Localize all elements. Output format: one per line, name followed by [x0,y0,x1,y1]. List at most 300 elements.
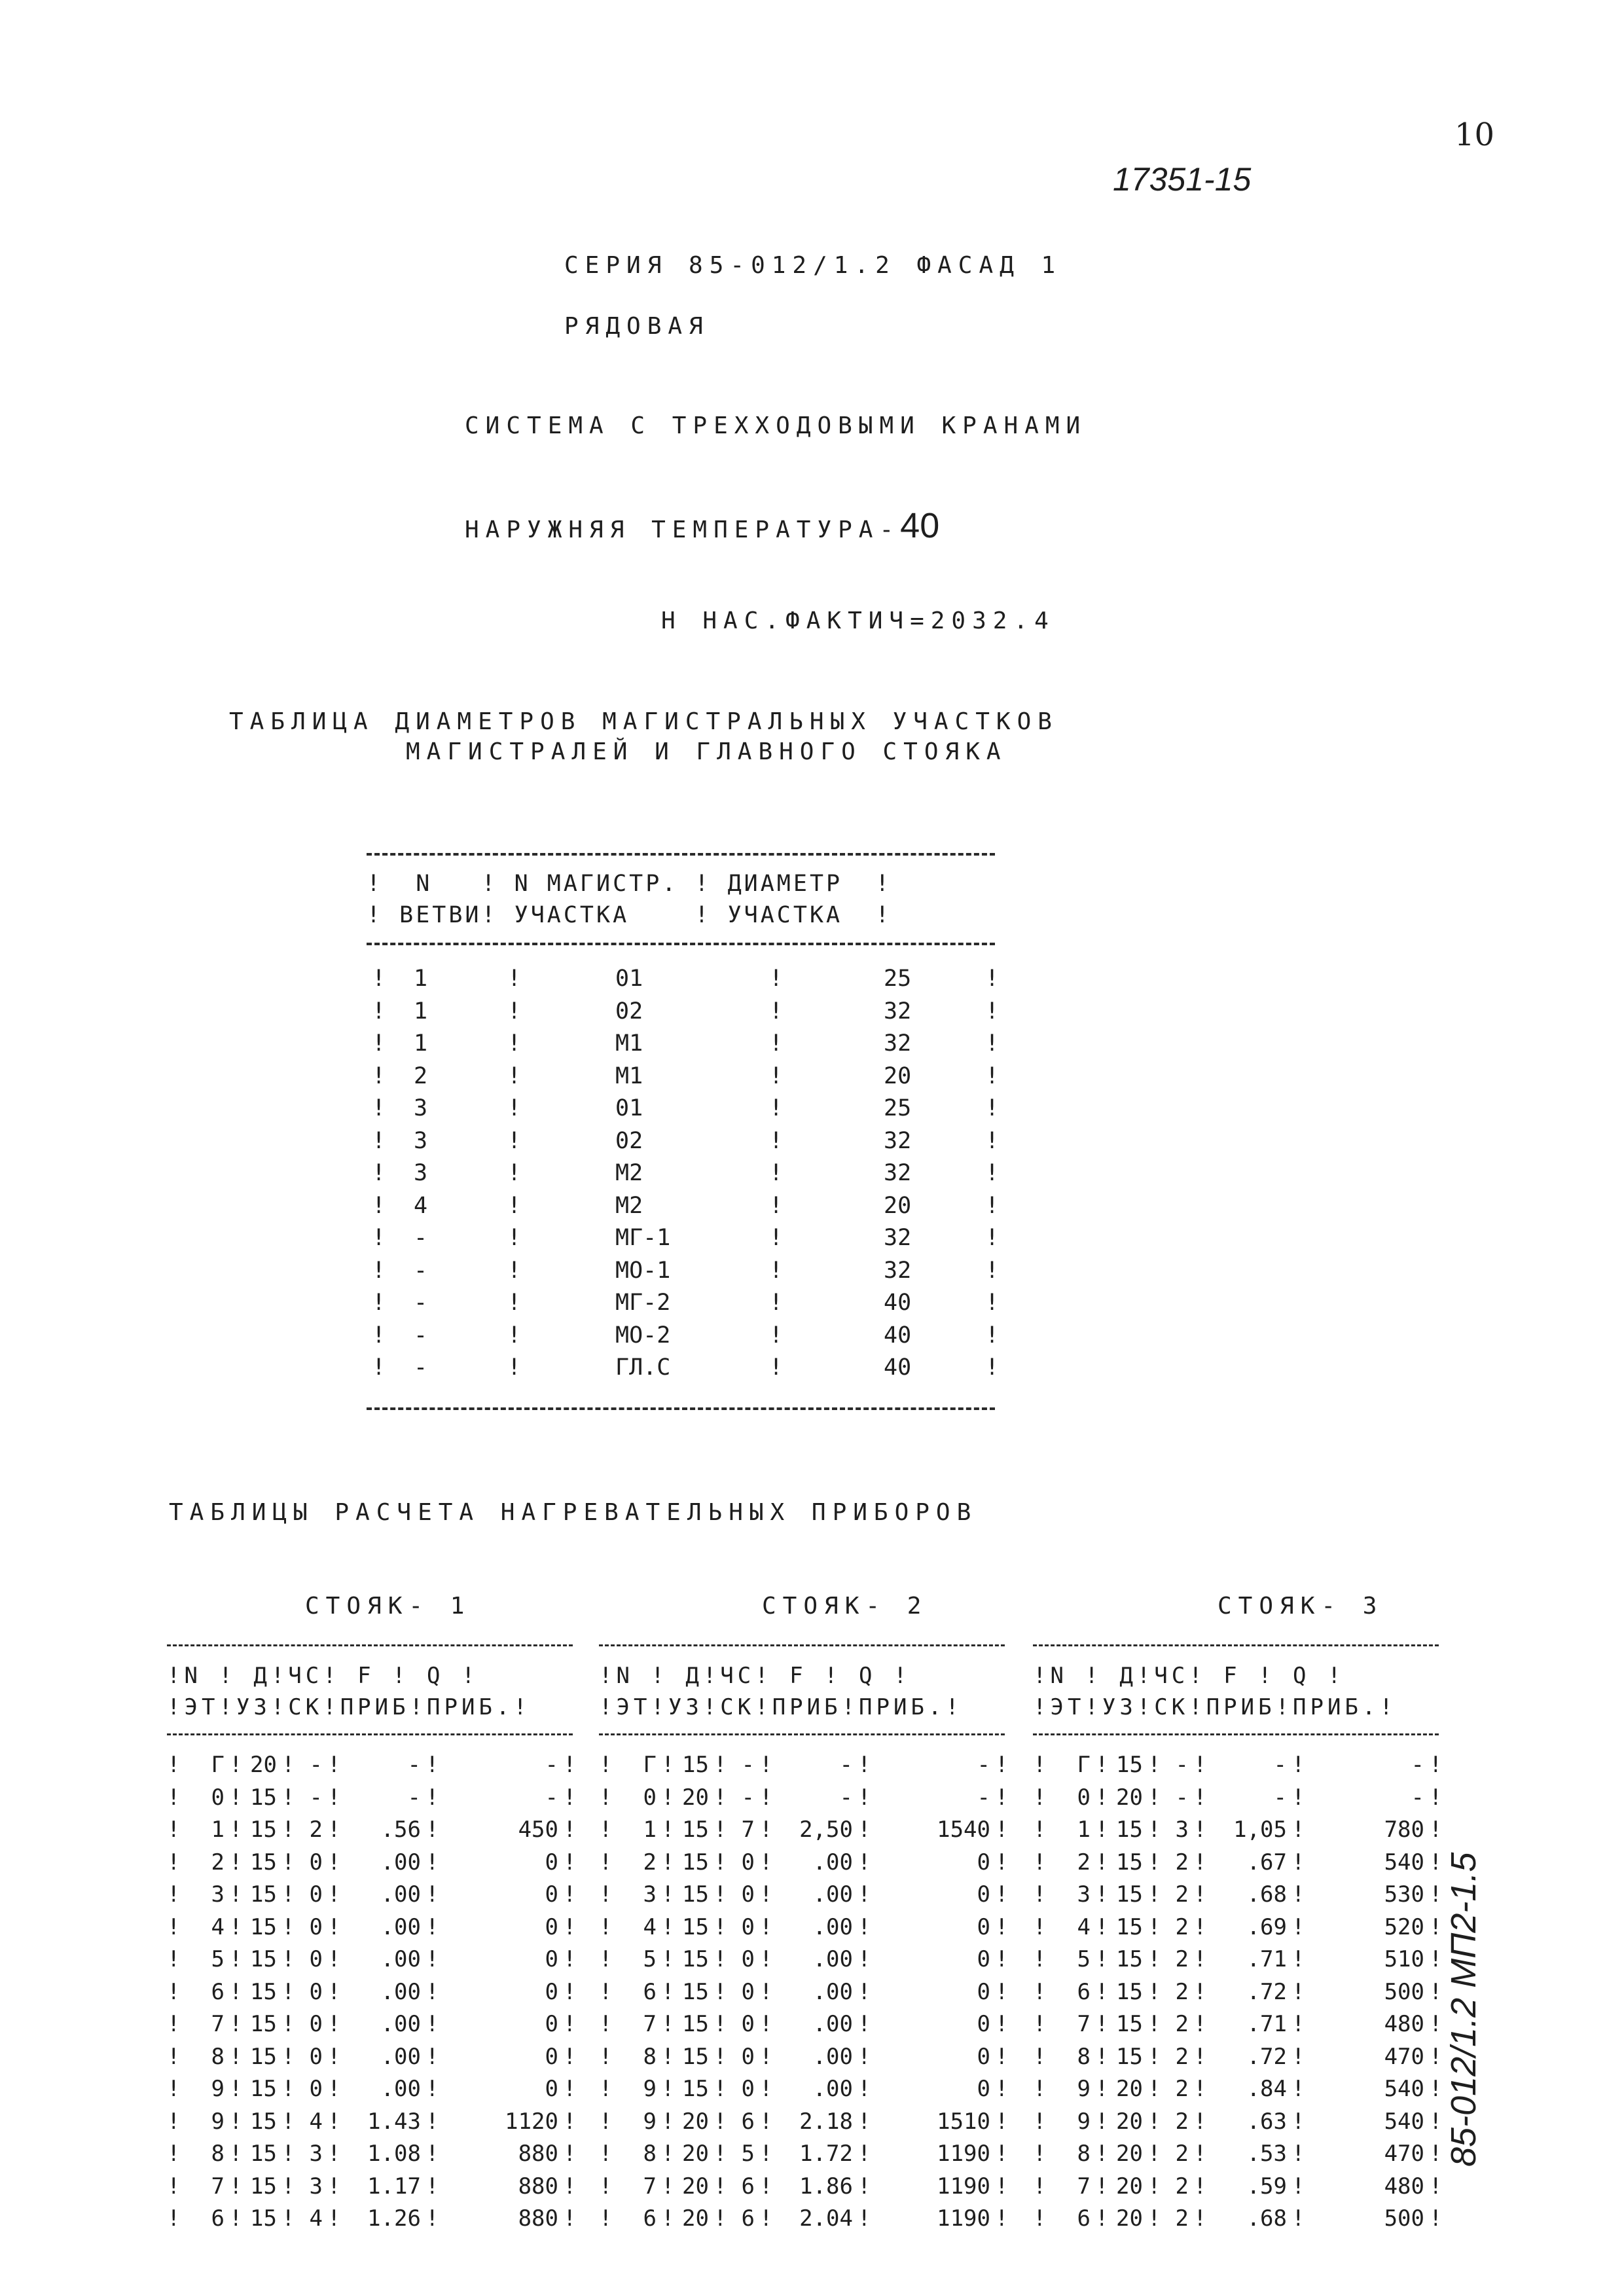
column-separator: ! [1095,2173,1109,2200]
column-separator: ! [281,1784,295,1811]
column-separator: ! [1147,2108,1161,2135]
column-separator: ! [1429,1817,1443,1843]
column-separator: ! [425,2076,439,2102]
column-separator: ! [661,1849,675,1875]
table-rule [167,1733,573,1735]
cell-value: .00 [380,1913,421,1940]
cell-value: 25 [884,1095,912,1121]
column-separator: ! [281,1881,295,1908]
cell-value: - [414,1225,428,1251]
cell-value: 20 [682,2141,709,2167]
cell-value: 2 [1175,1849,1189,1875]
cell-value: 880 [518,2205,558,2232]
table-row [1033,1946,1443,1979]
cell-value: МО-2 [615,1322,671,1349]
table-row [599,2205,1009,2238]
table-row [599,1978,1009,2012]
cell-value: 5 [1077,1946,1091,1972]
table-row [167,1784,577,1817]
column-separator: ! [1147,2076,1161,2102]
cell-value: 0 [309,1849,323,1875]
column-separator: ! [1291,1978,1305,2005]
column-separator: ! [281,1978,295,2005]
table-row [599,2076,1009,2109]
column-separator: ! [857,1978,871,2005]
cell-value: 0 [309,1913,323,1940]
column-separator: ! [425,1849,439,1875]
cell-value: 15 [682,1752,709,1778]
column-separator: ! [1033,1913,1047,1940]
column-separator: ! [1147,2141,1161,2167]
column-separator: ! [1429,1913,1443,1940]
column-separator: ! [563,1946,577,1972]
column-separator: ! [1429,2108,1443,2135]
cell-value: 0 [741,1978,755,2005]
cell-value: 1190 [937,2205,990,2232]
heaters-table-title: ТАБЛИЦЫ РАСЧЕТА НАГРЕВАТЕЛЬНЫХ ПРИБОРОВ [169,1499,978,1526]
column-separator: ! [599,2205,613,2232]
column-separator: ! [327,2108,341,2135]
cell-value: 15 [250,1784,277,1811]
column-separator: ! [985,1095,1000,1121]
column-separator: ! [1429,2076,1443,2102]
column-separator: ! [281,1913,295,1940]
column-separator: ! [599,2043,613,2070]
cell-value: 02 [615,1127,643,1154]
column-separator: ! [599,1784,613,1811]
column-separator: ! [425,1881,439,1908]
column-separator: ! [995,1946,1009,1972]
column-separator: ! [1291,2076,1305,2102]
cell-value: 6 [643,1978,657,2005]
cell-value: М1 [615,1030,643,1057]
column-separator: ! [599,1881,613,1908]
table-row [599,1849,1009,1882]
cell-value: 15 [1116,1849,1143,1875]
column-separator: ! [167,2043,181,2070]
column-separator: ! [661,2173,675,2200]
column-separator: ! [563,1881,577,1908]
column-separator: ! [372,1160,386,1186]
cell-value: 7 [643,2011,657,2037]
table-row [367,1322,1000,1354]
column-separator: ! [661,2076,675,2102]
column-separator: ! [563,2011,577,2037]
table-row [367,1095,1000,1127]
cell-value: 15 [250,2108,277,2135]
table-row [367,1354,1000,1386]
column-separator: ! [1429,1881,1443,1908]
cell-value: 9 [211,2108,225,2135]
cell-value: - [1411,1784,1424,1811]
column-separator: ! [507,1192,522,1219]
column-separator: ! [229,1978,243,2005]
cell-value: - [1273,1784,1287,1811]
cell-value: - [414,1354,428,1381]
column-separator: ! [425,2108,439,2135]
cell-value: - [741,1784,755,1811]
cell-value: 0 [545,2043,558,2070]
column-separator: ! [563,1913,577,1940]
cell-value: 6 [1077,2205,1091,2232]
column-separator: ! [1147,1881,1161,1908]
cell-value: 1.43 [367,2108,421,2135]
cell-value: 8 [643,2141,657,2167]
cell-value: 3 [1077,1881,1091,1908]
column-separator: ! [167,1881,181,1908]
diameter-header-line2: ! ВЕТВИ! УЧАСТКА ! УЧАСТКА ! [367,902,892,928]
cell-value: 3 [1175,1817,1189,1843]
cell-value: 20 [1116,2205,1143,2232]
column-separator: ! [599,2076,613,2102]
column-separator: ! [713,2108,727,2135]
column-separator: ! [1033,1752,1047,1778]
table-row [167,2011,577,2044]
column-separator: ! [281,2011,295,2037]
cell-value: - [1411,1752,1424,1778]
column-separator: ! [995,2173,1009,2200]
column-separator: ! [372,1062,386,1089]
column-separator: ! [599,1978,613,2005]
column-separator: ! [1429,1946,1443,1972]
column-separator: ! [563,2108,577,2135]
cell-value: 0 [977,2011,990,2037]
cell-value: 500 [1384,1978,1424,2005]
cell-value: 15 [250,1849,277,1875]
column-separator: ! [1095,1913,1109,1940]
column-separator: ! [327,1784,341,1811]
column-separator: ! [229,1913,243,1940]
cell-value: 15 [250,2141,277,2167]
cell-value: 6 [741,2173,755,2200]
column-separator: ! [507,1127,522,1154]
building-type: РЯДОВАЯ [564,313,710,340]
column-separator: ! [1193,1946,1207,1972]
column-separator: ! [1429,1784,1443,1811]
table-row [1033,2108,1443,2141]
cell-value: 880 [518,2141,558,2167]
table-rule [599,1733,1005,1735]
table-row [1033,1913,1443,1947]
header-spacer [1033,1726,1439,1752]
column-separator: ! [1193,1752,1207,1778]
cell-value: 15 [250,1817,277,1843]
column-separator: ! [281,2076,295,2102]
column-separator: ! [167,1913,181,1940]
column-separator: ! [1147,2205,1161,2232]
cell-value: МГ-2 [615,1290,671,1316]
column-separator: ! [1429,2173,1443,2200]
table-row [1033,2043,1443,2076]
cell-value: 20 [1116,2108,1143,2135]
column-separator: ! [563,2076,577,2102]
page-number: 10 [1454,117,1495,153]
column-separator: ! [713,1752,727,1778]
column-separator: ! [1193,2108,1207,2135]
cell-value: Г [643,1752,657,1778]
cell-value: 0 [977,1978,990,2005]
column-separator: ! [507,1290,522,1316]
column-separator: ! [425,2043,439,2070]
column-separator: ! [1147,1913,1161,1940]
column-separator: ! [599,1913,613,1940]
table-row [367,1192,1000,1224]
cell-value: 7 [211,2173,225,2200]
column-separator: ! [985,998,1000,1024]
column-separator: ! [713,1817,727,1843]
cell-value: - [414,1257,428,1284]
column-separator: ! [1147,1849,1161,1875]
table-row [167,1881,577,1914]
cell-value: 9 [1077,2108,1091,2135]
cell-value: 1 [414,966,428,992]
column-separator: ! [985,1290,1000,1316]
table-row [167,1752,577,1784]
riser-header-line2: !ЭТ!УЗ!СК!ПРИБ!ПРИБ.! [599,1694,963,1720]
column-separator: ! [563,2205,577,2232]
column-separator: ! [167,2173,181,2200]
cell-value: 450 [518,1817,558,1843]
series-heading: СЕРИЯ 85-012/1.2 ФАСАД 1 [564,252,1062,279]
column-separator: ! [327,1978,341,2005]
cell-value: 15 [1116,2043,1143,2070]
table-row [367,1225,1000,1256]
cell-value: .63 [1246,2108,1287,2135]
cell-value: 0 [211,1784,225,1811]
column-separator: ! [327,1881,341,1908]
table-row [367,1290,1000,1321]
riser-2-title: СТОЯК- 2 [762,1593,928,1620]
column-separator: ! [857,2173,871,2200]
column-separator: ! [327,1946,341,1972]
cell-value: 15 [250,2043,277,2070]
column-separator: ! [857,1881,871,1908]
column-separator: ! [1147,2043,1161,2070]
column-separator: ! [713,2141,727,2167]
cell-value: 0 [545,2011,558,2037]
column-separator: ! [1291,2141,1305,2167]
cell-value: 8 [211,2043,225,2070]
cell-value: - [545,1784,558,1811]
cell-value: 0 [309,2011,323,2037]
cell-value: 40 [884,1354,912,1381]
cell-value: 0 [741,2043,755,2070]
column-separator: ! [372,1290,386,1316]
cell-value: 4 [211,1913,225,1940]
column-separator: ! [661,2108,675,2135]
column-separator: ! [372,1225,386,1251]
column-separator: ! [985,1192,1000,1219]
cell-value: - [407,1752,421,1778]
cell-value: 3 [414,1095,428,1121]
cell-value: 7 [1077,2173,1091,2200]
cell-value: 2 [1175,2173,1189,2200]
column-separator: ! [599,1817,613,1843]
cell-value: МО-1 [615,1257,671,1284]
cell-value: 15 [250,1913,277,1940]
cell-value: 4 [414,1192,428,1219]
riser-1-table [167,1663,577,2238]
table-row [1033,2076,1443,2109]
column-separator: ! [1193,2076,1207,2102]
column-separator: ! [281,2108,295,2135]
column-separator: ! [1095,1752,1109,1778]
column-separator: ! [1033,2108,1047,2135]
column-separator: ! [167,2141,181,2167]
column-separator: ! [857,1849,871,1875]
table-row [599,1784,1009,1817]
column-separator: ! [229,2076,243,2102]
cell-value: 0 [545,1881,558,1908]
column-separator: ! [857,2076,871,2102]
cell-value: .00 [812,1978,853,2005]
table-row [367,1160,1000,1191]
cell-value: 0 [309,1881,323,1908]
column-separator: ! [713,2076,727,2102]
column-separator: ! [563,1817,577,1843]
column-separator: ! [1033,2011,1047,2037]
side-stamp: 85-012/1.2 МП2-1.5 [1444,1852,1483,2167]
cell-value: 540 [1384,1849,1424,1875]
column-separator: ! [599,2108,613,2135]
column-separator: ! [759,1881,773,1908]
column-separator: ! [769,1257,784,1284]
column-separator: ! [229,2011,243,2037]
cell-value: М2 [615,1160,643,1186]
cell-value: .72 [1246,2043,1287,2070]
column-separator: ! [1095,2108,1109,2135]
column-separator: ! [507,998,522,1024]
cell-value: .00 [812,1849,853,1875]
column-separator: ! [507,1257,522,1284]
cell-value: 1 [1077,1817,1091,1843]
column-separator: ! [1033,1817,1047,1843]
cell-value: 1120 [505,2108,558,2135]
riser-header-line2: !ЭТ!УЗ!СК!ПРИБ!ПРИБ.! [1033,1694,1397,1720]
cell-value: 2 [1175,1881,1189,1908]
table-row [599,1817,1009,1849]
column-separator: ! [167,1849,181,1875]
column-separator: ! [1291,1752,1305,1778]
column-separator: ! [327,1913,341,1940]
table-rule [367,943,995,945]
column-separator: ! [281,1849,295,1875]
cell-value: 15 [250,2173,277,2200]
column-separator: ! [995,1881,1009,1908]
cell-value: 2 [1175,1978,1189,2005]
cell-value: 1,05 [1233,1817,1287,1843]
column-separator: ! [857,2011,871,2037]
column-separator: ! [563,2141,577,2167]
cell-value: 2 [211,1849,225,1875]
riser-header-line1: !N ! Д!ЧС! F ! Q ! [167,1663,479,1689]
cell-value: 480 [1384,2173,1424,2200]
column-separator: ! [1033,1784,1047,1811]
cell-value: 20 [884,1062,912,1089]
table-rule [1033,1733,1439,1735]
cell-value: 32 [884,1257,912,1284]
cell-value: 2 [1175,1913,1189,1940]
cell-value: .00 [812,1913,853,1940]
cell-value: 4 [309,2108,323,2135]
cell-value: 32 [884,1225,912,1251]
column-separator: ! [1291,2011,1305,2037]
column-separator: ! [327,2141,341,2167]
cell-value: 8 [211,2141,225,2167]
table-row [367,966,1000,997]
column-separator: ! [167,2076,181,2102]
column-separator: ! [759,1784,773,1811]
table-row [1033,1978,1443,2012]
column-separator: ! [769,998,784,1024]
riser-header-line1: !N ! Д!ЧС! F ! Q ! [599,1663,911,1689]
cell-value: 540 [1384,2076,1424,2102]
column-separator: ! [1147,2173,1161,2200]
column-separator: ! [661,1752,675,1778]
cell-value: 4 [1077,1913,1091,1940]
cell-value: 25 [884,966,912,992]
cell-value: .00 [812,2011,853,2037]
column-separator: ! [1429,2141,1443,2167]
table-row [167,2205,577,2238]
column-separator: ! [281,1946,295,1972]
table-row [367,1257,1000,1289]
column-separator: ! [507,1062,522,1089]
column-separator: ! [713,1946,727,1972]
column-separator: ! [769,1030,784,1057]
cell-value: - [545,1752,558,1778]
cell-value: - [309,1752,323,1778]
column-separator: ! [1193,1849,1207,1875]
column-separator: ! [759,2043,773,2070]
cell-value: 0 [977,1849,990,1875]
cell-value: 6 [741,2108,755,2135]
column-separator: ! [857,1946,871,1972]
cell-value: 7 [643,2173,657,2200]
cell-value: 6 [1077,1978,1091,2005]
cell-value: 20 [682,2205,709,2232]
cell-value: 20 [1116,2076,1143,2102]
column-separator: ! [425,1913,439,1940]
column-separator: ! [372,966,386,992]
column-separator: ! [1095,2076,1109,2102]
cell-value: 6 [211,2205,225,2232]
cell-value: 15 [682,1913,709,1940]
cell-value: .00 [812,1946,853,1972]
cell-value: 2.18 [799,2108,853,2135]
table-row [599,1913,1009,1947]
column-separator: ! [759,1752,773,1778]
cell-value: 15 [1116,2011,1143,2037]
cell-value: 0 [741,2076,755,2102]
column-separator: ! [661,1881,675,1908]
cell-value: 0 [309,1946,323,1972]
column-separator: ! [759,2141,773,2167]
cell-value: 480 [1384,2011,1424,2037]
column-separator: ! [1095,1849,1109,1875]
column-separator: ! [281,2141,295,2167]
column-separator: ! [857,2043,871,2070]
column-separator: ! [327,2043,341,2070]
cell-value: 32 [884,1030,912,1057]
column-separator: ! [1193,2043,1207,2070]
cell-value: .00 [812,1881,853,1908]
table-row [367,1030,1000,1062]
column-separator: ! [229,2205,243,2232]
column-separator: ! [1193,1913,1207,1940]
cell-value: .56 [380,1817,421,1843]
column-separator: ! [425,1978,439,2005]
